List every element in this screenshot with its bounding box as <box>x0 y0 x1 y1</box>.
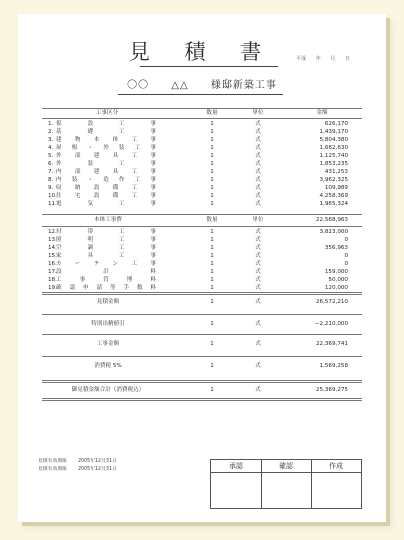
row-unit: 式 <box>255 299 261 305</box>
row-number: 17. <box>48 269 57 275</box>
table-row <box>42 362 362 370</box>
row-unit: 式 <box>255 229 261 235</box>
row-amount: 50,000 <box>328 277 348 283</box>
row-amount: 25,369,275 <box>315 387 348 393</box>
row-unit: 式 <box>255 177 261 183</box>
row-qty: 1 <box>210 137 214 143</box>
row-number: 10. <box>48 193 57 199</box>
row-qty: 1 <box>210 285 214 291</box>
row-qty: 1 <box>210 363 214 369</box>
row-category: 電気工事 <box>56 201 156 207</box>
table-bottom-rule <box>42 398 362 401</box>
row-unit: 式 <box>255 269 261 275</box>
row-number: 6. <box>48 161 54 167</box>
row-number: 14. <box>48 245 57 251</box>
row-amount: 1,569,258 <box>319 363 348 369</box>
table-row <box>42 340 362 348</box>
row-category: 工事管理料 <box>56 277 156 283</box>
table-row <box>42 160 362 168</box>
row-category: 基礎工事 <box>56 129 156 135</box>
row-unit: 式 <box>255 321 261 327</box>
row-amount: 3,823,000 <box>319 229 348 235</box>
row-amount: 4,258,369 <box>319 193 348 199</box>
row-qty: 1 <box>210 121 214 127</box>
row-unit: 式 <box>255 129 261 135</box>
table-row <box>42 260 362 268</box>
row-amount: 1,439,170 <box>319 129 348 135</box>
row-number: 2. <box>48 129 54 135</box>
row-qty: 1 <box>210 299 214 305</box>
row-number: 3. <box>48 137 54 143</box>
table-row <box>42 184 362 192</box>
row-amount: 0 <box>344 253 348 259</box>
row-amount: 1,682,630 <box>319 145 348 151</box>
row-category: 御見積金額合計（消費税込） <box>71 387 145 393</box>
row-category: 特別出精値引 <box>91 321 125 327</box>
table-row <box>42 244 362 252</box>
row-category: 内装・造作工事 <box>56 177 156 183</box>
subtotal-bottom-rule <box>42 226 362 227</box>
summary-rule <box>42 356 362 357</box>
subtotal-top-rule <box>42 214 362 215</box>
table-row <box>42 386 362 394</box>
summary-rule <box>42 292 362 295</box>
table-row <box>42 192 362 200</box>
row-category: 外装工事 <box>56 161 156 167</box>
row-qty: 1 <box>210 245 214 251</box>
row-category: 屋根・外装工事 <box>56 145 156 151</box>
row-unit: 式 <box>255 261 261 267</box>
row-amount: 26,572,210 <box>315 299 348 305</box>
subtotal-amount: 22,568,963 <box>315 217 348 223</box>
row-number: 7. <box>48 169 54 175</box>
row-amount: 626,170 <box>324 121 348 127</box>
row-unit: 式 <box>255 363 261 369</box>
row-amount: 1,125,740 <box>319 153 348 159</box>
row-amount: 1,853,235 <box>319 161 348 167</box>
row-category: 家具工事 <box>56 253 156 259</box>
validity-date-1: 2005年12月31日 <box>78 459 117 464</box>
header-category: 工事区分 <box>95 110 119 116</box>
row-qty: 1 <box>210 193 214 199</box>
date-field <box>296 55 350 62</box>
row-amount: 159,000 <box>324 269 348 275</box>
row-unit: 式 <box>255 153 261 159</box>
row-amount: 431,253 <box>324 169 348 175</box>
row-category: 建物本体工事 <box>56 137 156 143</box>
row-unit: 式 <box>255 253 261 259</box>
subtotal-row <box>42 216 362 224</box>
row-category: 確認申請等手数料 <box>56 285 156 291</box>
row-amount: 1,965,324 <box>319 201 348 207</box>
client-underline <box>118 94 283 95</box>
row-unit: 式 <box>255 201 261 207</box>
row-category: 見積金額 <box>96 299 120 305</box>
row-number: 5. <box>48 153 54 159</box>
row-number: 13. <box>48 237 57 243</box>
row-qty: 1 <box>210 161 214 167</box>
row-qty: 1 <box>210 169 214 175</box>
approval-stamp-box <box>210 459 362 509</box>
row-category: 付帯工事 <box>56 229 156 235</box>
summary-rule <box>42 334 362 335</box>
row-unit: 式 <box>255 161 261 167</box>
row-unit: 式 <box>255 145 261 151</box>
summary-rule <box>42 314 362 315</box>
row-number: 4. <box>48 145 54 151</box>
header-amount: 金額 <box>316 110 328 116</box>
row-amount: −2,210,000 <box>314 321 348 327</box>
row-unit: 式 <box>255 285 261 291</box>
row-unit: 式 <box>255 193 261 199</box>
row-qty: 1 <box>210 153 214 159</box>
subtotal-qty-label: 数量 <box>206 217 218 223</box>
row-qty: 1 <box>210 145 214 151</box>
table-row <box>42 128 362 136</box>
estimate-sheet <box>18 14 386 522</box>
validity-label-1: 見積有効期限 <box>38 459 67 464</box>
row-qty: 1 <box>210 229 214 235</box>
row-category: 内部建具工事 <box>56 169 156 175</box>
row-category: 設計料 <box>56 269 156 275</box>
row-unit: 式 <box>255 137 261 143</box>
subtotal-unit-label: 単位 <box>252 217 264 223</box>
table-row <box>42 228 362 236</box>
row-unit: 式 <box>255 387 261 393</box>
row-category: 収納設備工事 <box>56 185 156 191</box>
row-amount: 5,804,380 <box>319 137 348 143</box>
table-row <box>42 284 362 292</box>
row-amount: 22,369,741 <box>315 341 348 347</box>
row-number: 16. <box>48 261 57 267</box>
validity-label-2: 見積有効期限 <box>38 467 67 472</box>
table-row <box>42 276 362 284</box>
table-row <box>42 144 362 152</box>
row-category: 空調工事 <box>56 245 156 251</box>
row-category: 住宅設備工事 <box>56 193 156 199</box>
row-qty: 1 <box>210 253 214 259</box>
month-label: 月 <box>330 56 336 62</box>
row-unit: 式 <box>255 169 261 175</box>
table-row <box>42 120 362 128</box>
header-qty: 数量 <box>206 110 218 116</box>
table-header-rule <box>42 118 362 119</box>
summary-rule <box>42 380 362 383</box>
row-category: 消費税 5% <box>94 363 122 369</box>
row-amount: 109,989 <box>324 185 348 191</box>
row-number: 1. <box>48 121 54 127</box>
subtotal-label: 本体工事費 <box>94 217 122 223</box>
row-category: 外部建具工事 <box>56 153 156 159</box>
table-row <box>42 168 362 176</box>
stamp-approve-label: 承認 <box>229 462 243 470</box>
row-number: 15. <box>48 253 57 259</box>
title-underline <box>140 66 278 67</box>
row-amount: 3,962,325 <box>319 177 348 183</box>
table-row <box>42 236 362 244</box>
row-qty: 1 <box>210 129 214 135</box>
row-qty: 1 <box>210 341 214 347</box>
stamp-create-label: 作成 <box>329 462 343 470</box>
year-label: 年 <box>315 56 321 62</box>
row-qty: 1 <box>210 177 214 183</box>
row-category: 仮設工事 <box>56 121 156 127</box>
table-row <box>42 136 362 144</box>
row-amount: 0 <box>344 261 348 267</box>
client-line <box>18 76 386 91</box>
header-unit: 単位 <box>252 110 264 116</box>
row-unit: 式 <box>255 245 261 251</box>
row-unit: 式 <box>255 341 261 347</box>
row-qty: 1 <box>210 277 214 283</box>
row-category: カーテン工事 <box>56 261 156 267</box>
row-amount: 0 <box>344 237 348 243</box>
row-category: 照明工事 <box>56 237 156 243</box>
project-name: 様邸新築工事 <box>210 80 277 91</box>
validity-date-2: 2005年12月31日 <box>78 467 117 472</box>
day-label: 日 <box>344 56 350 62</box>
table-row <box>42 320 362 328</box>
row-category: 工事金額 <box>96 341 120 347</box>
row-unit: 式 <box>255 237 261 243</box>
table-row <box>42 152 362 160</box>
row-qty: 1 <box>210 387 214 393</box>
row-number: 12. <box>48 229 57 235</box>
client-name-first: 〇〇 <box>127 80 150 91</box>
table-row <box>42 252 362 260</box>
document-title: 見 積 書 <box>128 40 276 64</box>
stamp-confirm-label: 確認 <box>279 462 293 470</box>
row-unit: 式 <box>255 121 261 127</box>
row-qty: 1 <box>210 261 214 267</box>
row-number: 18. <box>48 277 57 283</box>
row-unit: 式 <box>255 185 261 191</box>
row-number: 8. <box>48 177 54 183</box>
table-row <box>42 200 362 208</box>
row-amount: 120,000 <box>324 285 348 291</box>
era-label: 平成 <box>296 56 307 62</box>
row-amount: 356,963 <box>324 245 348 251</box>
row-number: 19. <box>48 285 57 291</box>
table-row <box>42 268 362 276</box>
table-row <box>42 176 362 184</box>
row-qty: 1 <box>210 269 214 275</box>
table-row <box>42 298 362 306</box>
row-number: 11. <box>48 201 57 207</box>
row-number: 9. <box>48 185 54 191</box>
row-qty: 1 <box>210 185 214 191</box>
row-qty: 1 <box>210 201 214 207</box>
client-name-second: △△ <box>171 80 189 91</box>
row-qty: 1 <box>210 321 214 327</box>
row-qty: 1 <box>210 237 214 243</box>
table-header-row <box>42 109 362 117</box>
row-unit: 式 <box>255 277 261 283</box>
